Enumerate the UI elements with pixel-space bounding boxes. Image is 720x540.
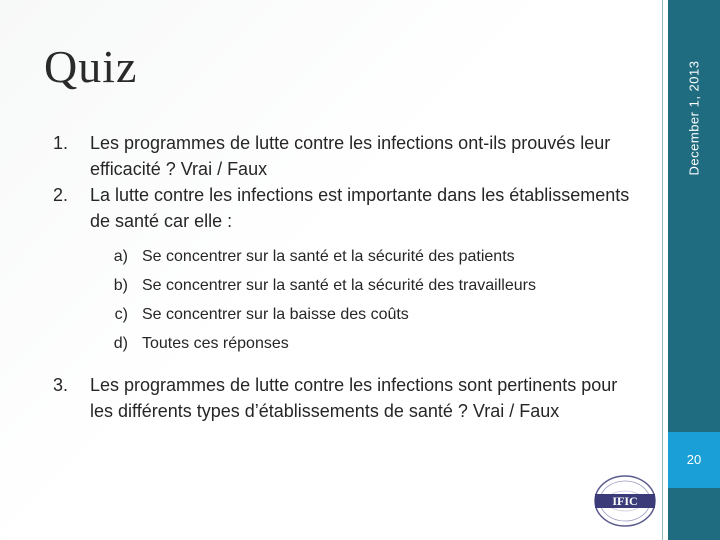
option-text: Se concentrer sur la santé et la sécurité des patients	[142, 248, 515, 265]
answer-option-d	[90, 329, 640, 358]
option-letter: c)	[114, 306, 128, 323]
answer-option-c	[90, 300, 640, 329]
svg-text:IFIC: IFIC	[612, 494, 638, 508]
slide-date: December 1, 2013	[686, 60, 702, 176]
option-text: Toutes ces réponses	[142, 335, 289, 352]
item-number: 3.	[52, 375, 68, 395]
page-number: 20	[686, 452, 702, 467]
option-letter: b)	[113, 277, 128, 294]
item-number: 2.	[52, 185, 68, 205]
answer-option-b	[90, 271, 640, 300]
item-number: 1.	[52, 133, 68, 153]
ific-logo-icon	[591, 473, 659, 529]
sidebar-divider-thin	[662, 0, 663, 540]
option-letter: a)	[113, 248, 128, 265]
slide-title: Quiz	[44, 41, 138, 92]
quiz-item-3	[40, 372, 640, 424]
option-letter: d)	[113, 335, 128, 352]
quiz-item-2	[40, 182, 640, 234]
answer-options	[40, 242, 640, 358]
item-text: Les programmes de lutte contre les infections sont pertinents pour les différents types d’établissements de santé ? Vrai / Faux	[90, 375, 618, 421]
answer-option-a	[90, 242, 640, 271]
item-text: Les programmes de lutte contre les infections ont-ils prouvés leur efficacité ? Vrai / Faux	[90, 133, 611, 179]
item-text: La lutte contre les infections est importante dans les établissements de santé car elle :	[90, 185, 630, 231]
quiz-item-1	[40, 130, 640, 182]
quiz-list	[40, 130, 640, 424]
option-text: Se concentrer sur la santé et la sécurité des travailleurs	[142, 277, 536, 294]
option-text: Se concentrer sur la baisse des coûts	[142, 306, 409, 323]
